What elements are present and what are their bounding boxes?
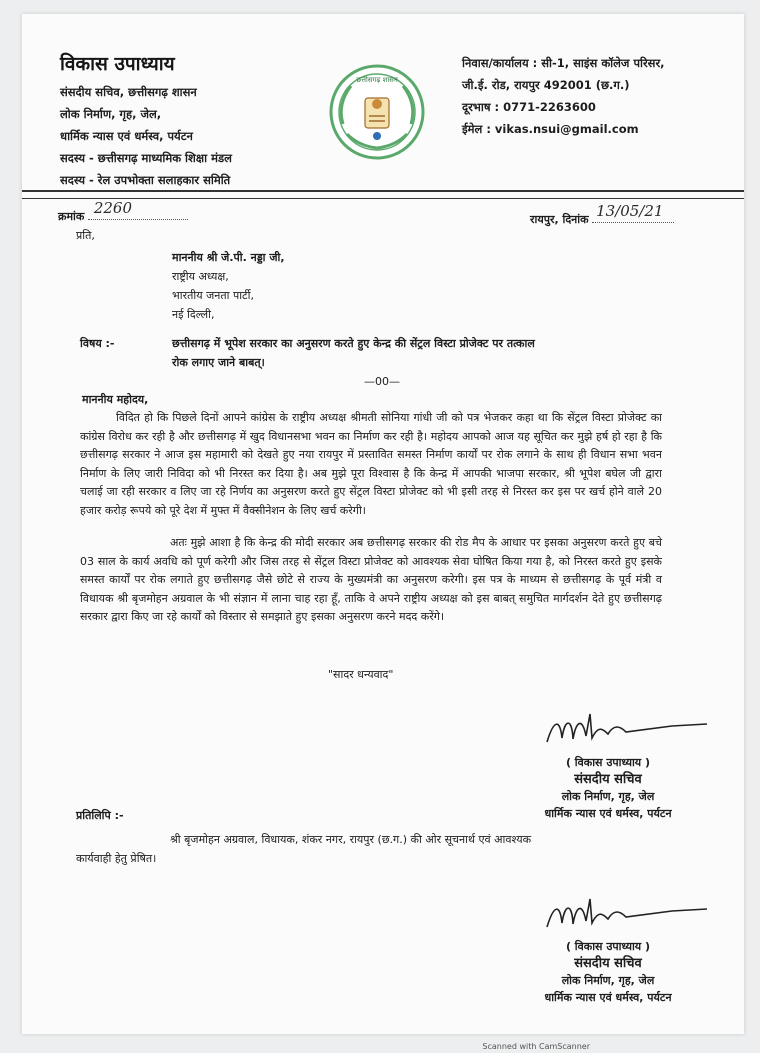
signatory-name: ( विकास उपाध्याय ) bbox=[565, 940, 651, 953]
designation-line: धार्मिक न्यास एवं धर्मस्व, पर्यटन bbox=[60, 129, 193, 143]
contact-line: दूरभाष : 0771-2263600 bbox=[462, 100, 596, 114]
signature-block bbox=[518, 754, 698, 822]
subject-label: विषय :- bbox=[80, 337, 115, 350]
signatory-designation: संसदीय सचिव bbox=[574, 956, 642, 971]
signature-icon bbox=[542, 704, 712, 754]
signatory-name: ( विकास उपाध्याय ) bbox=[565, 756, 651, 769]
letterhead-contact bbox=[462, 52, 742, 140]
designation-line: संसदीय सचिव, छत्तीसगढ़ शासन bbox=[60, 85, 197, 99]
separator: —00— bbox=[364, 375, 400, 388]
reference-label: क्रमांक bbox=[58, 210, 85, 223]
recipient-prefix: प्रति, bbox=[76, 229, 95, 242]
body-paragraph: विदित हो कि पिछले दिनों आपने कांग्रेस के राष्ट्रीय अध्यक्ष श्रीमती सोनिया गांधी जी को पत्र भेजकर कहा था कि सेंट्रल विस्टा प्रोजेक्ट का कांग्रेस विरोध कर रही है और छत्तीसगढ़ में खुद विधानसभा भवन का निर्माण कर रही है। महोदय आपको आज यह सूचित कर मुझे हर्ष हो रहा है कि छत्तीसगढ़ सरकार ने आज इस महामारी को देखते हुए नया रायपुर में प्रस्तावित समस्त निर्माण कार्यों पर रोक लगाने के साथ ही विधान सभा भवन निर्माण के लिए जारी निविदा को भी निरस्त कर दिया है। अब मुझे पूरा विश्वास है कि केन्द्र में आपकी भाजपा सरकार, श्री भूपेश बघेल जी द्वारा चलाई जा रही सरकार व लिए जा रहे निर्णय का अनुसरण करते हुए सेंट्रल विस्टा प्रोजेक्ट को भी इसी तरह से निरस्त कर इस पर खर्च होने वाले 20 हजार करोड़ रूपये को पूरे देश में मुफ्त में वैक्सीनेशन के लिए खर्च करेगी। bbox=[80, 411, 662, 517]
letterhead-name: विकास उपाध्याय bbox=[60, 53, 175, 75]
reference-number bbox=[58, 199, 188, 226]
place-date bbox=[530, 202, 674, 229]
place-date-label: रायपुर, दिनांक bbox=[530, 213, 589, 226]
signatory-dept: धार्मिक न्यास एवं धर्मस्व, पर्यटन bbox=[544, 991, 672, 1004]
designation-line: सदस्य - छत्तीसगढ़ माध्यमिक शिक्षा मंडल bbox=[60, 151, 232, 165]
recipient-line: राष्ट्रीय अध्यक्ष, bbox=[172, 270, 229, 283]
scanner-watermark: Scanned with CamScanner bbox=[482, 1042, 590, 1051]
closing-thanks: "सादर धन्यवाद" bbox=[328, 668, 394, 681]
subject-line: छत्तीसगढ़ में भूपेश सरकार का अनुसरण करते हुए केन्द्र की सेंट्रल विस्टा प्रोजेक्ट पर तत्काल bbox=[172, 337, 535, 350]
reference-value: 2260 bbox=[93, 199, 133, 217]
designation-line: सदस्य - रेल उपभोक्ता सलाहकार समिति bbox=[60, 173, 231, 187]
salutation: माननीय महोदय, bbox=[82, 393, 149, 406]
signatory-designation: संसदीय सचिव bbox=[574, 772, 642, 787]
recipient-line: नई दिल्ली, bbox=[172, 308, 215, 321]
contact-line: ईमेल : vikas.nsui@gmail.com bbox=[462, 122, 639, 136]
government-seal-icon bbox=[329, 64, 425, 160]
header-rule bbox=[22, 190, 744, 192]
seal-text: छत्तीसगढ़ शासन bbox=[356, 76, 398, 84]
signature-block bbox=[518, 938, 698, 1006]
letter-page bbox=[22, 14, 744, 1034]
copy-text: कार्यवाही हेतु प्रेषित। bbox=[76, 852, 157, 865]
subject-line: रोक लगाए जाने बाबत्। bbox=[172, 356, 265, 369]
copy-label: प्रतिलिपि :- bbox=[76, 809, 124, 822]
recipient-line: भारतीय जनता पार्टी, bbox=[172, 289, 254, 302]
copy-text: श्री बृजमोहन अग्रवाल, विधायक, शंकर नगर, रायपुर (छ.ग.) की ओर सूचनार्थ एवं आवश्यक bbox=[170, 833, 532, 846]
body-paragraph: अतः मुझे आशा है कि केन्द्र की मोदी सरकार अब छत्तीसगढ़ सरकार की रोड मैप के आधार पर इसका अनुसरण करते हुए बचे 03 साल के कार्य अवधि को पूर्ण करेगी और जिस तरह से सेंट्रल विस्टा प्रोजेक्ट को आवश्यक सेवा घोषित किया गया है, को निरस्त करते हुए इसके समस्त कार्यों पर रोक लगाते हुए छत्तीसगढ़ जैसे छोटे से राज्य के मुख्यमंत्री का अनुसरण करेगी। इस पत्र के माध्यम से छत्तीसगढ़ के पूर्व मंत्री व विधायक श्री बृजमोहन अग्रवाल के भी संज्ञान में लाना चाह रहा हूँ, ताकि वे अपने राष्ट्रीय अध्यक्ष को इस बाबत् समुचित मार्गदर्शन देते हुए छत्तीसगढ़ सरकार द्वारा किए जा रहे कार्यों को विस्तार से समझाते हुए इसका अनुसरण करने मदद करेंगे। bbox=[80, 536, 662, 624]
signature-icon bbox=[542, 889, 712, 939]
signatory-dept: लोक निर्माण, गृह, जेल bbox=[561, 790, 655, 803]
signatory-dept: धार्मिक न्यास एवं धर्मस्व, पर्यटन bbox=[544, 807, 672, 820]
contact-line: निवास/कार्यालय : सी-1, साइंस कॉलेज परिसर, bbox=[462, 56, 665, 70]
signatory-dept: लोक निर्माण, गृह, जेल bbox=[561, 974, 655, 987]
contact-line: जी.ई. रोड, रायपुर 492001 (छ.ग.) bbox=[462, 78, 630, 92]
designation-line: लोक निर्माण, गृह, जेल, bbox=[60, 107, 162, 121]
letterhead-designations bbox=[60, 81, 330, 191]
recipient-line: माननीय श्री जे.पी. नड्डा जी, bbox=[172, 251, 285, 264]
date-value: 13/05/21 bbox=[596, 202, 664, 220]
